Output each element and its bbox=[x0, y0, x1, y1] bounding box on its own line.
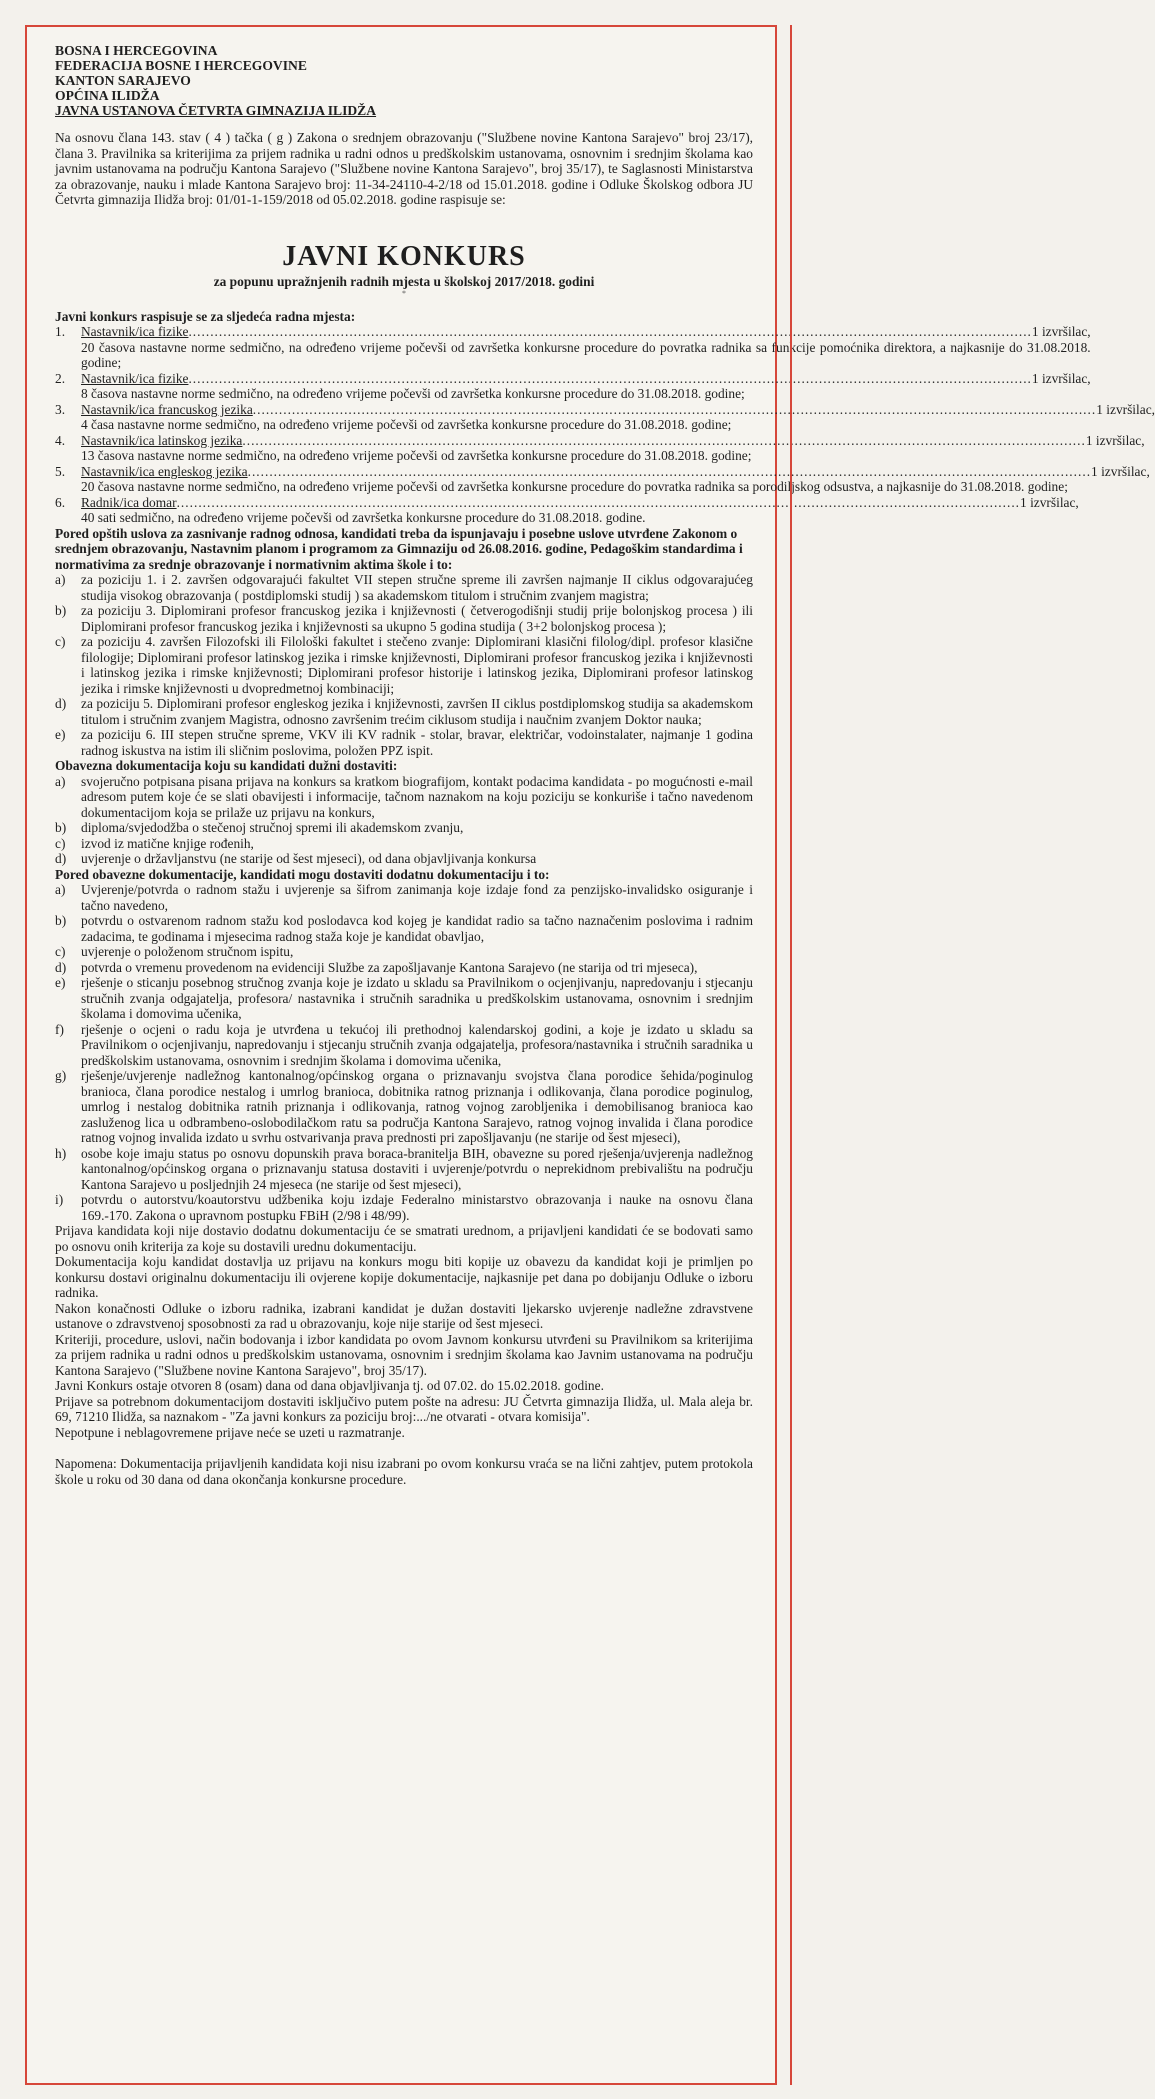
mandatory-doc-item bbox=[55, 836, 753, 852]
position-title: Nastavnik/ica fizike bbox=[81, 324, 189, 340]
position-item bbox=[55, 432, 1145, 464]
position-title: Nastavnik/ica francuskog jezika bbox=[81, 401, 253, 417]
position-number: 3. bbox=[55, 401, 66, 417]
position-title: Nastavnik/ica latinskog jezika bbox=[81, 432, 243, 448]
document-body bbox=[55, 43, 1155, 1487]
mandatory-doc-item bbox=[55, 820, 753, 836]
doc-text: potvrdu o ostvarenom radnom stažu kod poslodavca kod kojeg je kandidat radio sa tačno naznačenim poslovima i radnim zadacima, te godinama i mjesecima radnog staža koje je kandidat obavljao, bbox=[81, 913, 753, 944]
doc-text: svojeručno potpisana pisana prijava na konkurs sa kratkom biografijom, kontakt podacima kandidata - po mogućnosti e-mail adresom putem koje će se slati obavijesti i informacije, tačnom naznakom na koju poziciju se konkuriše i tačno navedenom dokumentacijom koja se prilaže uz prijavu na konkurs, bbox=[81, 773, 753, 820]
leader-dots: .................................................................................................................................................................................................. bbox=[242, 432, 1086, 448]
doc-letter: b) bbox=[55, 820, 67, 836]
doc-letter: h) bbox=[55, 1145, 67, 1161]
position-title: Radnik/ica domar bbox=[81, 494, 177, 510]
additional-doc-item bbox=[55, 913, 753, 944]
requirement-letter: c) bbox=[55, 634, 66, 650]
doc-letter: d) bbox=[55, 959, 67, 975]
position-count: 1 izvršilac, bbox=[1031, 370, 1091, 386]
doc-letter: e) bbox=[55, 975, 66, 991]
additional-doc-item bbox=[55, 975, 753, 1022]
requirement-item bbox=[55, 603, 753, 634]
doc-letter: a) bbox=[55, 773, 66, 789]
mandatory-docs-list bbox=[55, 774, 753, 867]
header-canton: KANTON SARAJEVO bbox=[55, 73, 191, 88]
requirement-text: za poziciju 4. završen Filozofski ili Filološki fakultet i stečeno zvanje: Diplomirani klasični filolog/dipl. profesor klasične filologije; Diplomirani profesor latinskog jezika i rimske književnosti, Diplomirani profesor francuskog jezika i književnosti i latinskog jezika i rimske književnosti; Diplomirani profesor historije i latinskog jezika, Diplomirani profesor latinskog jezika i rimske književnosti u dvopredmetnoj kombinaciji; bbox=[81, 634, 753, 696]
requirement-item bbox=[55, 696, 753, 727]
doc-text: izvod iz matične knjige rođenih, bbox=[81, 835, 254, 851]
requirement-item bbox=[55, 634, 753, 696]
additional-docs-list bbox=[55, 882, 753, 1223]
header-federation: FEDERACIJA BOSNE I HERCEGOVINE bbox=[55, 58, 307, 73]
position-number: 1. bbox=[55, 324, 66, 340]
position-detail: 20 časova nastavne norme sedmično, na određeno vrijeme počevši od završetka konkursne procedure do povratka radnika sa porodiljskog odsustva, a najkasnije do 31.08.2018. godine; bbox=[81, 479, 1068, 495]
position-item bbox=[55, 370, 1091, 402]
doc-text: potvrdu o autorstvu/koautorstvu udžbenika koju izdaje Federalno ministarstvo obrazovanja i nauke na osnovu člana 169.-170. Zakona o upravnom postupku FBiH (2/98 i 48/99). bbox=[81, 1192, 753, 1223]
leader-dots: .................................................................................................................................................................................................. bbox=[188, 324, 1032, 340]
doc-text: Uvjerenje/potvrda o radnom stažu i uvjerenje sa šifrom zanimanja koje izdaje fond za penzijsko-invalidsko osiguranje i tačno navedeno, bbox=[81, 882, 753, 913]
closing-paragraph: Prijava kandidata koji nije dostavio dodatnu dokumentaciju će se smatrati urednom, a prijavljeni kandidati će se bodovati samo po osnovu onih kriterija za koje su dostavili urednu dokumentaciju. bbox=[55, 1223, 753, 1254]
positions-heading: Javni konkurs raspisuje se za sljedeća radna mjesta: bbox=[55, 308, 356, 324]
requirement-text: za poziciju 5. Diplomirani profesor engleskog jezika i književnosti, završen II ciklus postdiplomskog studija sa akademskom titulom i stručnim zvanjem Magistra, odnosno završenim trećim ciklusom studija i naučnim zvanjem Doktor nauka; bbox=[81, 696, 753, 727]
intro-paragraph: Na osnovu člana 143. stav ( 4 ) tačka ( g ) Zakona o srednjem obrazovanju ("Službene novine Kantona Sarajevo" broj 23/17), člana 3. Pravilnika sa kriterijima za prijem radnika u radni odnos u predškolskim ustanovama, osnovnim i srednjim školama kao javnim ustanovama na području Kantona Sarajevo ("Službene novine Kantona Sarajevo", broj 35/17), te Saglasnosti Ministarstva za obrazovanje, nauku i mlade Kantona Sarajevo broj: 11-34-24110-4-2/18 od 15.01.2018. godine i Odluke Školskog odbora JU Četvrta gimnazija Ilidža broj: 01/01-1-159/2018 od 05.02.2018. godine raspisuje se: bbox=[55, 130, 753, 208]
doc-text: uvjerenje o položenom stručnom ispitu, bbox=[81, 944, 294, 960]
position-detail: 4 časa nastavne norme sedmično, na određeno vrijeme počevši od završetka konkursne procedure do 31.08.2018. godine; bbox=[81, 417, 732, 433]
requirement-item bbox=[55, 572, 753, 603]
position-number: 5. bbox=[55, 463, 66, 479]
position-number: 2. bbox=[55, 370, 66, 386]
additional-doc-item bbox=[55, 960, 753, 976]
requirements-list bbox=[55, 572, 753, 758]
position-detail: 20 časova nastavne norme sedmično, na određeno vrijeme počevši od završetka konkursne procedure do povratka radnika sa funkcije pomoćnika direktora, a najkasnije do 31.08.2018. godine; bbox=[81, 339, 1091, 371]
closing-paragraph: Javni Konkurs ostaje otvoren 8 (osam) dana od dana objavljivanja tj. od 07.02. do 15.02.2018. godine. bbox=[55, 1378, 604, 1394]
position-title: Nastavnik/ica engleskog jezika bbox=[81, 463, 248, 479]
doc-letter: g) bbox=[55, 1068, 67, 1084]
positions-list bbox=[55, 324, 1155, 526]
note-paragraph: Napomena: Dokumentacija prijavljenih kandidata koji nisu izabrani po ovom konkursu vraća se na lični zahtjev, putem protokola škole u roku od 30 dana od dana okončanja konkursne procedure. bbox=[55, 1456, 753, 1487]
requirement-text: za poziciju 1. i 2. završen odgovarajući fakultet VII stepen stručne spreme ili završen najmanje II ciklus odgovarajućeg studija visokog obrazovanja ( postdiplomski studij ) sa akademskom titulom i stručnim zvanjem magistra; bbox=[81, 572, 753, 603]
requirement-text: za poziciju 3. Diplomirani profesor francuskog jezika i književnosti ( četverogodišnji studij prije bolonjskog procesa ) ili Diplomirani profesor francuskog jezika i književnosti sa ukupno 5 godina studija ( 3+2 bolonjskog procesa ); bbox=[81, 603, 753, 634]
position-item bbox=[55, 494, 1079, 526]
mandatory-docs-heading: Obavezna dokumentacija koju su kandidati dužni dostaviti: bbox=[55, 758, 398, 774]
document-frame bbox=[25, 25, 1155, 2085]
position-count: 1 izvršilac, bbox=[1020, 494, 1079, 510]
additional-doc-item bbox=[55, 944, 753, 960]
mandatory-doc-item bbox=[55, 774, 753, 821]
position-detail: 13 časova nastavne norme sedmično, na određeno vrijeme počevši od završetka konkursne procedure do 31.08.2018. godine; bbox=[81, 448, 752, 464]
doc-letter: c) bbox=[55, 835, 66, 851]
doc-letter: d) bbox=[55, 851, 67, 867]
requirement-item bbox=[55, 727, 753, 758]
additional-doc-item bbox=[55, 1146, 753, 1193]
doc-text: uvjerenje o državljanstvu (ne starije od šest mjeseci), od dana objavljivanja konkursa bbox=[81, 851, 537, 867]
leader-dots: .................................................................................................................................................................................................. bbox=[247, 463, 1092, 479]
position-item bbox=[55, 401, 1155, 433]
position-count: 1 izvršilac, bbox=[1031, 324, 1091, 340]
position-item bbox=[55, 324, 1091, 371]
doc-letter: a) bbox=[55, 882, 66, 898]
closing-paragraph: Nakon konačnosti Odluke o izboru radnika, izabrani kandidat je dužan dostaviti ljekarsko uvjerenje nadležne zdravstvene ustanove o zdravstvenoj sposobnosti za rad u obrazovanju, koje nije starije od šest mjeseci. bbox=[55, 1300, 753, 1332]
document-title: JAVNI KONKURS bbox=[282, 240, 526, 272]
closing-paragraph: Prijave sa potrebnom dokumentacijom dostaviti isključivo putem pošte na adresu: JU Četvrta gimnazija Ilidža, ul. Mala aleja br. 69, 71210 Ilidža, sa naznakom - "Za javni konkurs za poziciju broj:.../ne otvarati - otvara komisija". bbox=[55, 1393, 753, 1425]
header-institution: JAVNA USTANOVA ČETVRTA GIMNAZIJA ILIDŽA bbox=[55, 103, 377, 118]
header-municipality: OPĆINA ILIDŽA bbox=[55, 88, 160, 103]
position-count: 1 izvršilac, bbox=[1085, 432, 1145, 448]
header-country: BOSNA I HERCEGOVINA bbox=[55, 43, 218, 58]
position-number: 4. bbox=[55, 432, 66, 448]
leader-dots: .................................................................................................................................................................................................. bbox=[176, 494, 1021, 510]
additional-docs-heading: Pored obavezne dokumentacije, kandidati mogu dostaviti dodatnu dokumentaciju i to: bbox=[55, 866, 550, 882]
doc-letter: f) bbox=[55, 1021, 64, 1037]
additional-doc-item bbox=[55, 1068, 753, 1146]
closing-paragraph: Kriteriji, procedure, uslovi, način bodovanja i izbor kandidata po ovom Javnom konkursu utvrđeni su Pravilnikom sa kriterijima za prijem radnika u radni odnos u predškolskim ustanovama, osnovnim i srednjim školama kao Javnim ustanovama na području Kantona Sarajevo ("Službene novine Kantona Sarajevo", broj 35/17). bbox=[55, 1331, 753, 1378]
doc-text: rješenje/uvjerenje nadležnog kantonalnog/općinskog organa o priznavanju svojstva člana porodice šehida/poginulog branioca, člana porodice nestalog i umrlog branioca, dobitnika ratnog priznanja i odlikovanja, člana porodice poginulog, umrlog i nestalog dobitnika ratnih priznanja i odlikovanja, ratnog vojnog zarobljenika i demobilisanog branioca kao zasluženog lica u odbrambeno-oslobodilačkom ratu sa područja Kantona Sarajevo, ratnog vojnog invalida i člana porodice ratnog vojnog invalida izdato u svrhu ostvarivanja prava prednosti pri zapošljavanju (ne starije od šest mjeseci), bbox=[81, 1068, 753, 1146]
position-title: Nastavnik/ica fizike bbox=[81, 370, 189, 386]
leader-dots: .................................................................................................................................................................................................. bbox=[252, 401, 1097, 417]
requirement-letter: a) bbox=[55, 572, 66, 588]
requirement-letter: b) bbox=[55, 603, 67, 619]
doc-text: potvrda o vremenu provedenom na evidenciji Službe za zapošljavanje Kantona Sarajevo (ne starija od tri mjeseca), bbox=[81, 959, 698, 975]
ornament: * bbox=[402, 288, 406, 298]
position-number: 6. bbox=[55, 494, 66, 510]
mandatory-doc-item bbox=[55, 851, 753, 867]
doc-text: rješenje o sticanju posebnog stručnog zvanja koje je izdato u skladu sa Pravilnikom o ocjenjivanju, napredovanju i stjecanju stručnih zvanja odgajatelja, profesora/ nastavnika i stručnih saradnika u predškolskim ustanovama, osnovnim i srednjim školama i domovima učenika, bbox=[81, 975, 753, 1022]
additional-doc-item bbox=[55, 1022, 753, 1069]
adjacent-column-edge bbox=[790, 25, 800, 2085]
position-item bbox=[55, 463, 1150, 495]
doc-text: diploma/svjedodžba o stečenoj stručnoj spremi ili akademskom zvanju, bbox=[81, 820, 464, 836]
doc-text: osobe koje imaju status po osnovu dopunskih prava boraca-branitelja BIH, obavezne su pored rješenja/uvjerenja nadležnog kantonalnog/općinskog organa o priznavanju statusa dostaviti i uvjerenje/potvrdu o neprekidnom prebivalištu na području Kantona Sarajevo u posljednjih 24 mjeseca (ne starije od šest mjeseci), bbox=[81, 1145, 753, 1192]
position-count: 1 izvršilac, bbox=[1091, 463, 1150, 479]
additional-doc-item bbox=[55, 1192, 753, 1223]
doc-letter: b) bbox=[55, 913, 67, 929]
position-detail: 40 sati sedmično, na određeno vrijeme počevši od završetka konkursne procedure do 31.08.2018. godine. bbox=[81, 510, 646, 526]
doc-letter: c) bbox=[55, 944, 66, 960]
requirement-letter: d) bbox=[55, 696, 67, 712]
closing-paragraph: Nepotpune i neblagovremene prijave neće se uzeti u razmatranje. bbox=[55, 1424, 405, 1440]
closing-paragraph: Dokumentacija koju kandidat dostavlja uz prijavu na konkurs mogu biti kopije uz obavezu da kandidat koji je primljen po konkursu dostavi originalnu dokumentaciju ili ovjerene kopije dokumentacije, najkasnije pet dana po dobijanju Odluke o izboru radnika. bbox=[55, 1254, 753, 1301]
document-subtitle: za popunu upražnjenih radnih mjesta u školskoj 2017/2018. godini bbox=[213, 273, 595, 289]
requirement-text: za poziciju 6. III stepen stručne spreme, VKV ili KV radnik - stolar, bravar, električar, vodoinstalater, najmanje 1 godina radnog iskustva na istim ili sličnim poslovima, položen PPZ ispit. bbox=[81, 727, 753, 758]
requirement-letter: e) bbox=[55, 727, 66, 743]
position-count: 1 izvršilac, bbox=[1096, 401, 1155, 417]
leader-dots: .................................................................................................................................................................................................. bbox=[188, 370, 1032, 386]
doc-letter: i) bbox=[55, 1192, 64, 1208]
additional-doc-item bbox=[55, 882, 753, 913]
position-detail: 8 časova nastavne norme sedmično, na određeno vrijeme počevši od završetka konkursne procedure do 31.08.2018. godine; bbox=[81, 386, 745, 402]
closing-section bbox=[55, 1223, 753, 1440]
requirements-heading: Pored opštih uslova za zasnivanje radnog odnosa, kandidati treba da ispunjavaju i posebne uslove utvrđene Zakonom o srednjem obrazovanju, Nastavnim planom i programom za Gimnaziju od 26.08.2016. godine, Pedagoškim standardima i normativima za srednje obrazovanje i normativnim aktima škole i to: bbox=[55, 525, 743, 572]
doc-text: rješenje o ocjeni o radu koja je utvrđena u tekućoj ili prethodnoj kalendarskoj godini, a koje je izdato u skladu sa Pravilnikom o ocjenjivanju, napredovanju i stjecanju stručnih zvanja odgajatelja, profesora/nastavnika i stručnih saradnika u predškolskim ustanovama, osnovnim i srednjim školama i domovima učenika, bbox=[81, 1021, 753, 1068]
